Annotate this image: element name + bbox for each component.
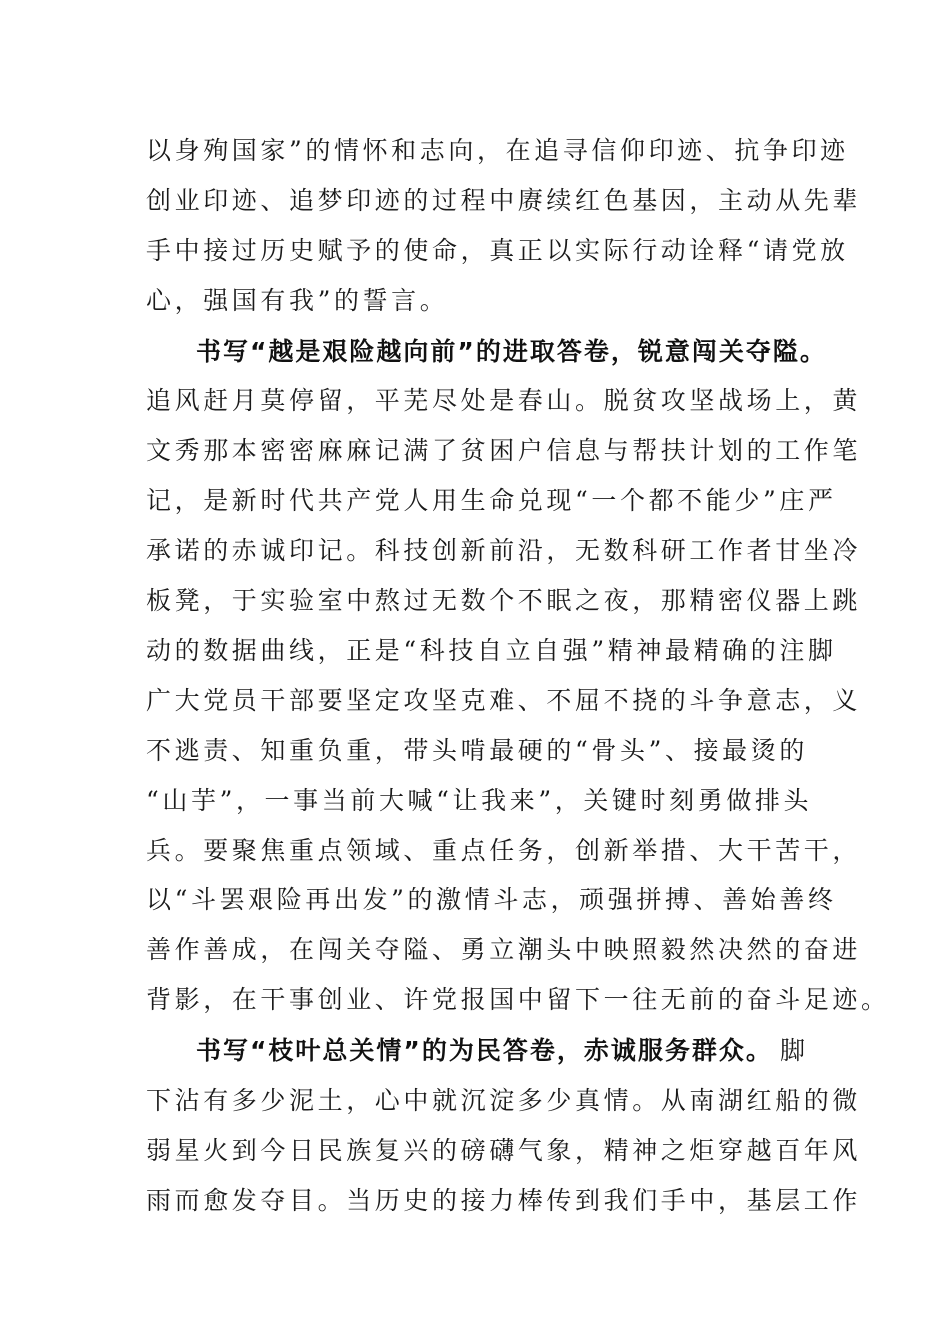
body-line: 弱星火到今日民族复兴的磅礴气象，精神之炬穿越百年风 [146, 1136, 862, 1165]
body-line: 记，是新时代共产党人用生命兑现“一个都不能少”庄严 [146, 486, 837, 515]
body-line: 善作善成，在闯关夺隘、勇立潮头中映照毅然决然的奋进 [146, 935, 862, 964]
body-line: 广大党员干部要坚定攻坚克难、不屈不挠的斗争意志，义 [146, 686, 862, 715]
body-line: “山芋”，一事当前大喊“让我来”，关键时刻勇做排头 [146, 786, 813, 815]
body-line: 下沾有多少泥土，心中就沉淀多少真情。从南湖红船的微 [146, 1086, 862, 1115]
body-line: 动的数据曲线，正是“科技自立自强”精神最精确的注脚 [146, 636, 837, 665]
body-line: 雨而愈发夺目。当历史的接力棒传到我们手中，基层工作 [146, 1186, 862, 1215]
body-line: 背影，在干事创业、许党报国中留下一往无前的奋斗足迹。 [146, 985, 890, 1014]
body-line: 创业印迹、追梦印迹的过程中赓续红色基因，主动从先辈 [146, 186, 862, 215]
section-heading: 书写“越是艰险越向前”的进取答卷，锐意闯关夺隘。 [196, 337, 827, 366]
body-line: 不逃责、知重负重，带头啃最硬的“骨头”、接最烫的 [146, 736, 808, 765]
body-line: 文秀那本密密麻麻记满了贫困户信息与帮扶计划的工作笔 [146, 436, 862, 465]
body-line: 追风赶月莫停留，平芜尽处是春山。脱贫攻坚战场上，黄 [146, 386, 862, 415]
body-line: 兵。要聚焦重点领域、重点任务，创新举措、大干苦干， [146, 836, 862, 865]
body-line: 承诺的赤诚印记。科技创新前沿，无数科研工作者甘坐冷 [146, 536, 862, 565]
body-line: 手中接过历史赋予的使命，真正以实际行动诠释“请党放 [146, 236, 849, 265]
body-line: 以“斗罢艰险再出发”的激情斗志，顽强拼搏、善始善终 [146, 885, 837, 914]
section-heading: 书写“枝叶总关情”的为民答卷，赤诚服务群众。 [196, 1036, 773, 1065]
body-line: 心，强国有我”的誓言。 [146, 286, 449, 315]
body-line: 板凳，于实验室中熬过无数个不眠之夜，那精密仪器上跳 [146, 586, 862, 615]
body-line: 以身殉国家”的情怀和志向，在追寻信仰印迹、抗争印迹 [146, 136, 849, 165]
body-line: 脚 [780, 1036, 809, 1065]
